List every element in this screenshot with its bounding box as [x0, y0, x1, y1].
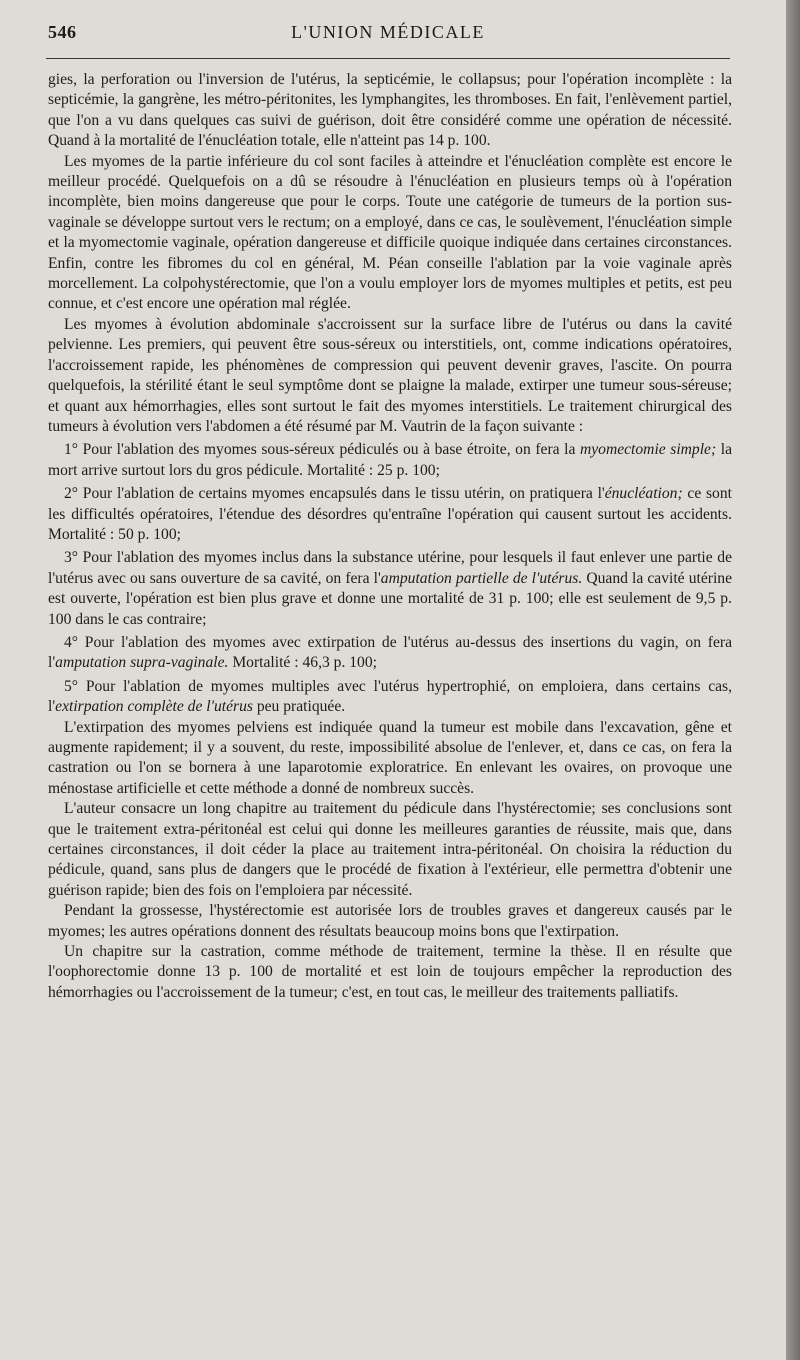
list-item-text: 5° Pour l'ablation de myomes multiples avec l'utérus hypertrophié, on emploiera, dans certains cas, l' — [48, 677, 732, 716]
list-item-text: peu pratiquée. — [252, 698, 346, 716]
journal-title: L'UNION MÉDICALE — [291, 22, 485, 42]
paragraph: Les myomes de la partie inférieure du col sont faciles à atteindre et l'énucléation complète est encore le meilleur procédé. Quelquefois on a dû se résoudre à l'énucléation en plusieurs temps où à l'opération incomplète, bien moins dangereuse que pour le corps. Toute une catégorie de tumeurs de la portion sus-vaginale se développe surtout vers le rectum; on a employé, dans ce cas, le soulèvement, l'énucléation simple et la myomectomie vaginale, opération dangereuse et difficile quoique indiquée dans certaines circonstances. Enfin, contre les fibromes du col en général, M. Péan conseille l'ablation par la voie vaginale après morcellement. La colpohystérectomie, que l'on a voulu employer lors de myomes multiples et petits, est peu connue, et c'est encore une opération mal réglée. — [48, 152, 732, 313]
list-item-text: 3° Pour l'ablation des myomes inclus dans la substance utérine, pour lesquels il faut enlever une partie de l'utérus avec ou sans ouverture de sa cavité, on fera l' — [48, 549, 732, 587]
list-item — [48, 484, 732, 545]
paragraph: L'extirpation des myomes pelviens est indiquée quand la tumeur est mobile dans l'excavation, gêne et augmente rapidement; il y a souvent, du reste, impossibilité absolue de l'enlever, et, dans ce cas, on fera la castration ou l'on se bornera à une laparotomie exploratrice. En enlevant les ovaires, on provoque une ménostase artificielle et cette méthode a donné de nombreux succès. — [48, 718, 732, 797]
list-item-text: 4° Pour l'ablation des myomes avec extirpation de l'utérus au-dessus des insertions du vagin, on fera l' — [48, 633, 732, 672]
emphasis: amputation partielle de l'utérus. — [380, 569, 583, 587]
list-item-text: ce sont les difficultés opératoires, l'étendue des désordres qu'entraîne l'opération qui causent surtout les accidents. Mortalité : 50 p. 100; — [48, 485, 732, 543]
list-item — [48, 633, 732, 674]
list-item-text: 2° Pour l'ablation de certains myomes encapsulés dans le tissu utérin, on pratiquera l' — [64, 485, 605, 503]
list-item — [48, 548, 732, 630]
list-item — [48, 677, 732, 718]
list-item-text: Mortalité : 46,3 p. 100; — [228, 654, 377, 672]
emphasis: extirpation complète de l'utérus — [55, 698, 253, 716]
page-number: 546 — [48, 22, 77, 42]
emphasis: énucléation; — [604, 485, 683, 503]
paragraph: Pendant la grossesse, l'hystérectomie est autorisée lors de troubles graves et dangereux causés par le myomes; les autres opérations donnent des résultats beaucoup moins bons que l'extirpation. — [48, 902, 732, 940]
emphasis: amputation supra-vaginale. — [55, 654, 229, 672]
page-header — [40, 20, 736, 50]
emphasis: myomectomie simple; — [579, 441, 717, 459]
paragraph: Un chapitre sur la castration, comme méthode de traitement, termine la thèse. Il en résulte que l'oophorectomie donne 13 p. 100 de mortalité et est loin de toujours empêcher la reproduction des hémorrhagies ou l'accroissement de la tumeur; c'est, en tout cas, le meilleur des traitements palliatifs. — [48, 943, 732, 1001]
paragraph: gies, la perforation ou l'inversion de l'utérus, la septicémie, le collapsus; pour l'opération incomplète : la septicémie, la gangrène, les métro-péritonites, les lymphangites, les thromboses. En fait, l'enlèvement partiel, que l'on a vu dans quelques cas suivi de guérison, doit être considéré comme une opération de nécessité. Quand à la mortalité de l'énucléation totale, elle n'atteint pas 14 p. 100. — [48, 71, 732, 150]
paragraph: L'auteur consacre un long chapitre au traitement du pédicule dans l'hystérectomie; ses conclusions sont que le traitement extra-péritonéal est celui qui donne les meilleures garanties de réussite, mais que, dans certaines circonstances, il doit céder la place au traitement intra-péritonéal. On choisira la réduction du pédicule, quand, sans plus de dangers que le procédé de fixation à l'extérieur, elle permettra d'obtenir une guérison rapide; bien des fois on l'emploiera par nécessité. — [48, 800, 732, 899]
header-rule — [46, 58, 730, 59]
paragraph: Les myomes à évolution abdominale s'accroissent sur la surface libre de l'utérus ou dans la cavité pelvienne. Les premiers, qui peuvent être sous-séreux ou interstitiels, ont, comme indications opératoires, l'accroissement rapide, les phénomènes de compression qui peuvent devenir graves, l'ascite. On pourra quelquefois, la stérilité étant le seul symptôme dont se plaigne la malade, extirper une tumeur sous-séreuse; et quant aux hémorrhagies, elles sont surtout le fait des myomes interstitiels. Le traitement chirurgical des tumeurs à évolution vers l'abdomen a été résumé par M. Vautrin de la façon suivante : — [48, 315, 732, 435]
list-item — [48, 440, 732, 481]
list-item-text: 1° Pour l'ablation des myomes sous-séreux pédiculés ou à base étroite, on fera la — [64, 441, 580, 459]
list-item-text: Quand la cavité utérine est ouverte, l'opération est bien plus grave et donne une mortalité de 31 p. 100; elle est seulement de 9,5 p. 100 dans le cas contraire; — [48, 569, 732, 628]
article-body — [48, 70, 732, 1003]
list-item-text: la mort arrive surtout lors du gros pédicule. Mortalité : 25 p. 100; — [48, 441, 732, 479]
page-edge-shadow — [786, 0, 800, 1360]
